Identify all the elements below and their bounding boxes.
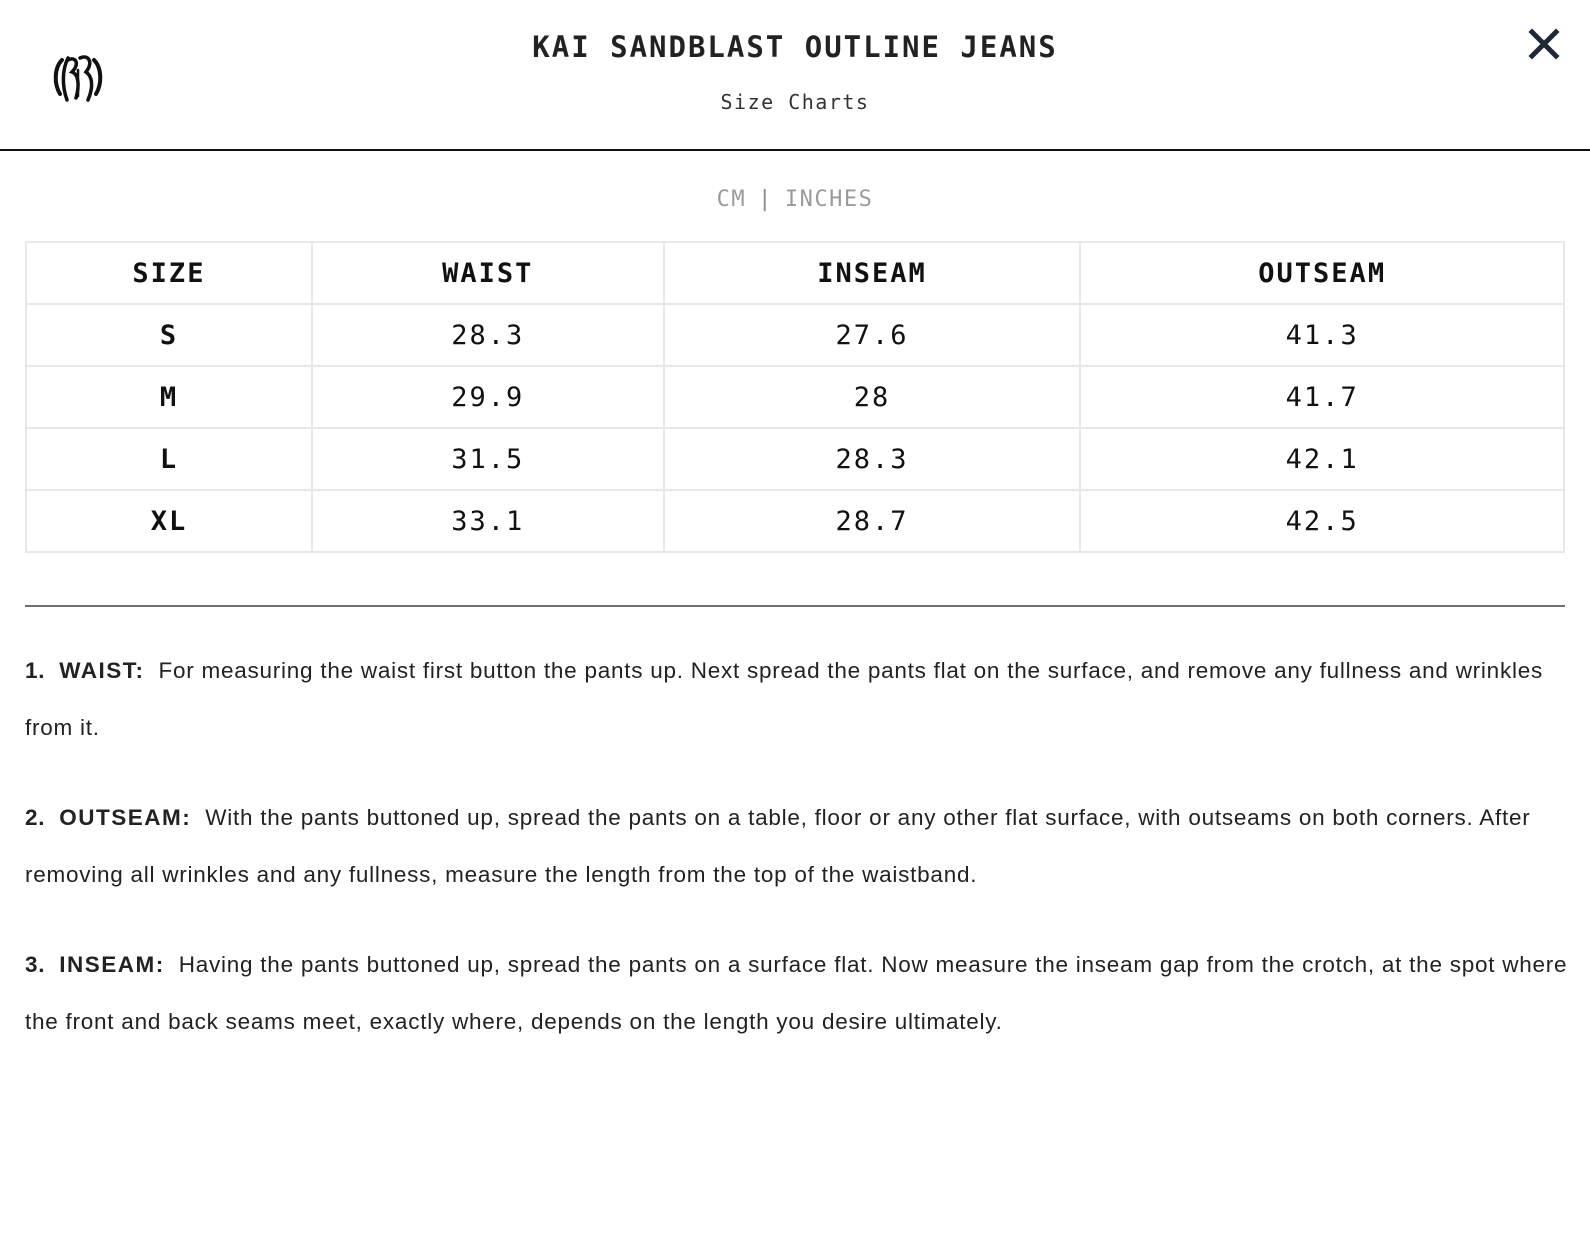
inseam-cell: 28 bbox=[664, 366, 1081, 428]
page-subtitle: Size Charts bbox=[720, 90, 870, 114]
note-waist bbox=[25, 642, 1570, 756]
note-label: INSEAM: bbox=[59, 952, 165, 977]
note-text: For measuring the waist first button the pants up. Next spread the pants flat on the surface, and remove any fullness and wrinkles from it. bbox=[25, 658, 1543, 740]
size-chart-table bbox=[25, 241, 1565, 553]
column-header-size: SIZE bbox=[26, 242, 312, 304]
column-header-outseam: OUTSEAM bbox=[1080, 242, 1564, 304]
inseam-cell: 28.3 bbox=[664, 428, 1081, 490]
waist-cell: 33.1 bbox=[312, 490, 664, 552]
inseam-cell: 27.6 bbox=[664, 304, 1081, 366]
outseam-cell: 41.7 bbox=[1080, 366, 1564, 428]
table-header-row bbox=[26, 242, 1564, 304]
note-number: 3. bbox=[25, 952, 46, 977]
unit-toggle bbox=[0, 187, 1590, 212]
waist-cell: 28.3 bbox=[312, 304, 664, 366]
note-text: Having the pants buttoned up, spread the pants on a surface flat. Now measure the inseam gap from the crotch, at the spot where the front and back seams meet, exactly where, depends on the length you desire ultimately. bbox=[25, 952, 1568, 1034]
note-number: 2. bbox=[25, 805, 46, 830]
table-row bbox=[26, 366, 1564, 428]
size-cell: L bbox=[26, 428, 312, 490]
note-text: With the pants buttoned up, spread the pants on a table, floor or any other flat surface, with outseams on both corners. After removing all wrinkles and any fullness, measure the length from the top of the waistband. bbox=[25, 805, 1531, 887]
size-cell: XL bbox=[26, 490, 312, 552]
table-row bbox=[26, 304, 1564, 366]
outseam-cell: 42.5 bbox=[1080, 490, 1564, 552]
unit-separator: | bbox=[758, 187, 773, 212]
column-header-waist: WAIST bbox=[312, 242, 664, 304]
note-label: OUTSEAM: bbox=[59, 805, 192, 830]
unit-cm-button[interactable]: CM bbox=[716, 187, 747, 212]
waist-cell: 29.9 bbox=[312, 366, 664, 428]
table-row bbox=[26, 428, 1564, 490]
section-divider bbox=[25, 605, 1565, 607]
note-number: 1. bbox=[25, 658, 46, 683]
outseam-cell: 42.1 bbox=[1080, 428, 1564, 490]
close-icon[interactable] bbox=[1526, 26, 1562, 62]
size-cell: S bbox=[26, 304, 312, 366]
unit-inches-button[interactable]: INCHES bbox=[784, 187, 874, 212]
column-header-inseam: INSEAM bbox=[664, 242, 1081, 304]
note-outseam bbox=[25, 789, 1570, 903]
modal-header bbox=[0, 0, 1590, 151]
table-row bbox=[26, 490, 1564, 552]
page-title: KAI SANDBLAST OUTLINE JEANS bbox=[532, 30, 1058, 64]
waist-cell: 31.5 bbox=[312, 428, 664, 490]
measurement-notes bbox=[25, 642, 1570, 1083]
size-cell: M bbox=[26, 366, 312, 428]
note-inseam bbox=[25, 936, 1570, 1050]
inseam-cell: 28.7 bbox=[664, 490, 1081, 552]
outseam-cell: 41.3 bbox=[1080, 304, 1564, 366]
note-label: WAIST: bbox=[59, 658, 145, 683]
